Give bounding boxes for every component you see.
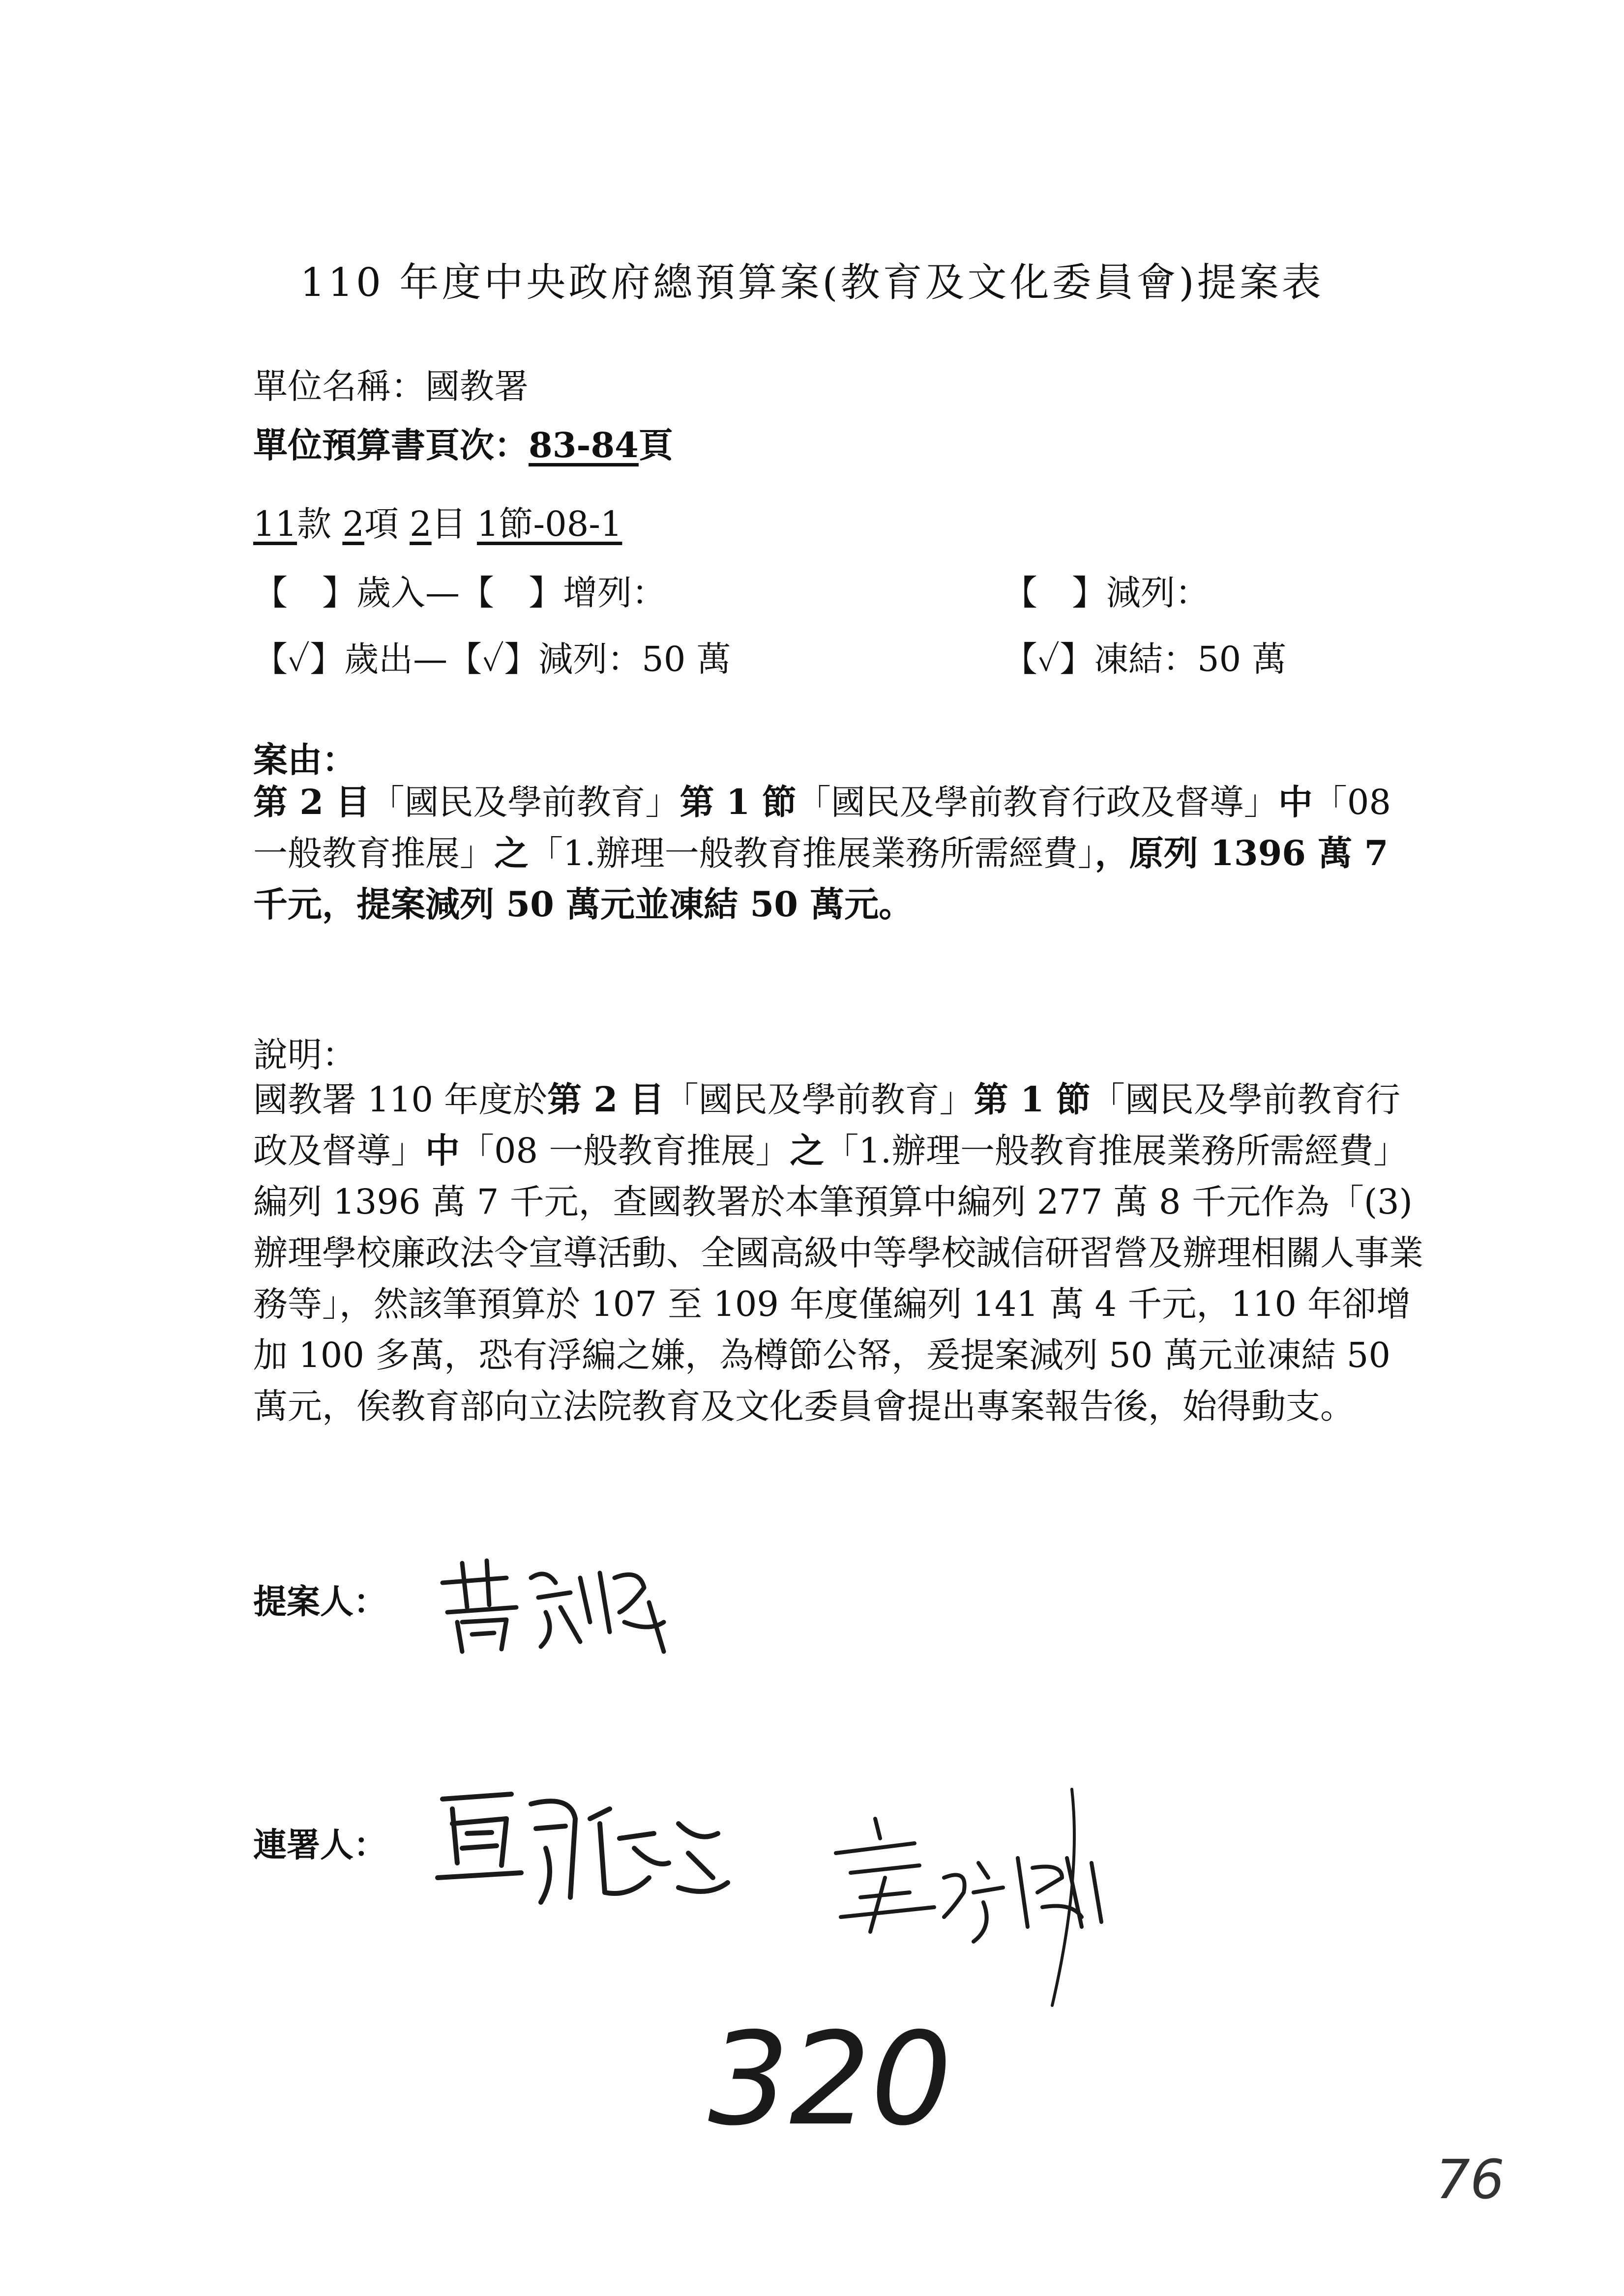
cosigner-label: 連署人： xyxy=(253,1826,387,1865)
section-kuan: 11 xyxy=(253,504,297,544)
reason-text xyxy=(253,777,1433,930)
reason-segment: 第 2 目 xyxy=(253,782,370,822)
page-mark: 76 xyxy=(1436,2148,1505,2211)
page-reference-label: 單位預算書頁次： xyxy=(253,425,529,465)
reason-segment: 「國民及學前教育」 xyxy=(370,782,680,822)
explanation-segment: 「08 一般教育推展」 xyxy=(460,1131,790,1171)
section-code: -08-1 xyxy=(533,504,622,544)
revenue-row: 【 】歲入—【 】增列： xyxy=(253,573,666,613)
budget-section xyxy=(253,496,622,546)
section-jie-label: 節 xyxy=(499,504,533,544)
explanation-heading: 說明： xyxy=(253,1035,356,1075)
explanation-segment: 第 2 目 xyxy=(547,1079,664,1120)
svg-text:320: 320 xyxy=(708,2005,952,2154)
reason-segment: ，原列 1396 萬 7 千元，提案減列 50 萬元並凍結 50 萬元。 xyxy=(253,833,1388,925)
page-reference-pages: 83-84 xyxy=(529,425,639,465)
reason-segment: 「國民及學前教育行政及督導」 xyxy=(796,782,1278,822)
explanation-segment: 之 xyxy=(790,1130,825,1171)
reason-segment: 「08 一般教育推展」 xyxy=(253,782,1391,873)
expense-freeze: 【✓】凍結：50 萬 xyxy=(1003,639,1287,679)
reason-segment: 「1.辦理一般教育推展業務所需經費」 xyxy=(529,833,1095,873)
explanation-segment: 「國民及學前教育」 xyxy=(664,1079,974,1120)
reason-segment: 中 xyxy=(1278,782,1313,822)
cosigner-signature-2 xyxy=(806,1779,1151,2035)
revenue-reduce: 【 】減列： xyxy=(1003,573,1210,613)
reason-segment: 之 xyxy=(494,833,529,873)
reason-heading: 案由： xyxy=(253,739,356,780)
cosigner-signature-1 xyxy=(423,1779,738,1927)
proposer-signature xyxy=(433,1548,688,1661)
section-mu: 2 xyxy=(410,504,432,544)
section-xiang: 2 xyxy=(342,504,364,544)
explanation-segment: 第 1 節 xyxy=(974,1079,1091,1120)
reason-segment: 第 1 節 xyxy=(679,782,797,822)
handwritten-number xyxy=(698,2005,993,2153)
explanation-segment: 「國民及學前教育行政及督導」 xyxy=(253,1079,1401,1171)
proposer-label: 提案人： xyxy=(253,1582,387,1622)
section-xiang-label: 項 xyxy=(364,504,399,544)
explanation-segment: 「1.辦理一般教育推展業務所需經費」編列 1396 萬 7 千元，查國教署於本筆預算中編列 277 萬 8 千元作為「(3)辦理學校廉政法令宣導活動、全國高級中等學校誠信研習營及辦理相關人事業務等」，然該筆預算於 107 至 109 年度僅編列 141 萬 4 千元，110 年卻增加 100 多萬，恐有浮編之嫌，為樽節公帑，爰提案減列 50 萬元並凍結 50 萬元，俟教育部向立法院教育及文化委員會提出專案報告後，始得動支。 xyxy=(253,1131,1423,1426)
section-jie: 1 xyxy=(476,504,499,544)
explanation-text xyxy=(253,1074,1433,1432)
document-title: 110 年度中央政府總預算案(教育及文化委員會)提案表 xyxy=(300,260,1324,305)
page-reference xyxy=(253,418,673,467)
section-mu-label: 目 xyxy=(431,504,466,544)
explanation-segment: 國教署 110 年度於 xyxy=(253,1079,548,1120)
section-kuan-label: 款 xyxy=(297,504,332,544)
expense-row: 【✓】歲出—【✓】減列：50 萬 xyxy=(253,639,731,679)
unit-name: 單位名稱：國教署 xyxy=(253,366,529,407)
page-reference-suffix: 頁 xyxy=(638,425,673,465)
explanation-segment: 中 xyxy=(425,1130,460,1171)
